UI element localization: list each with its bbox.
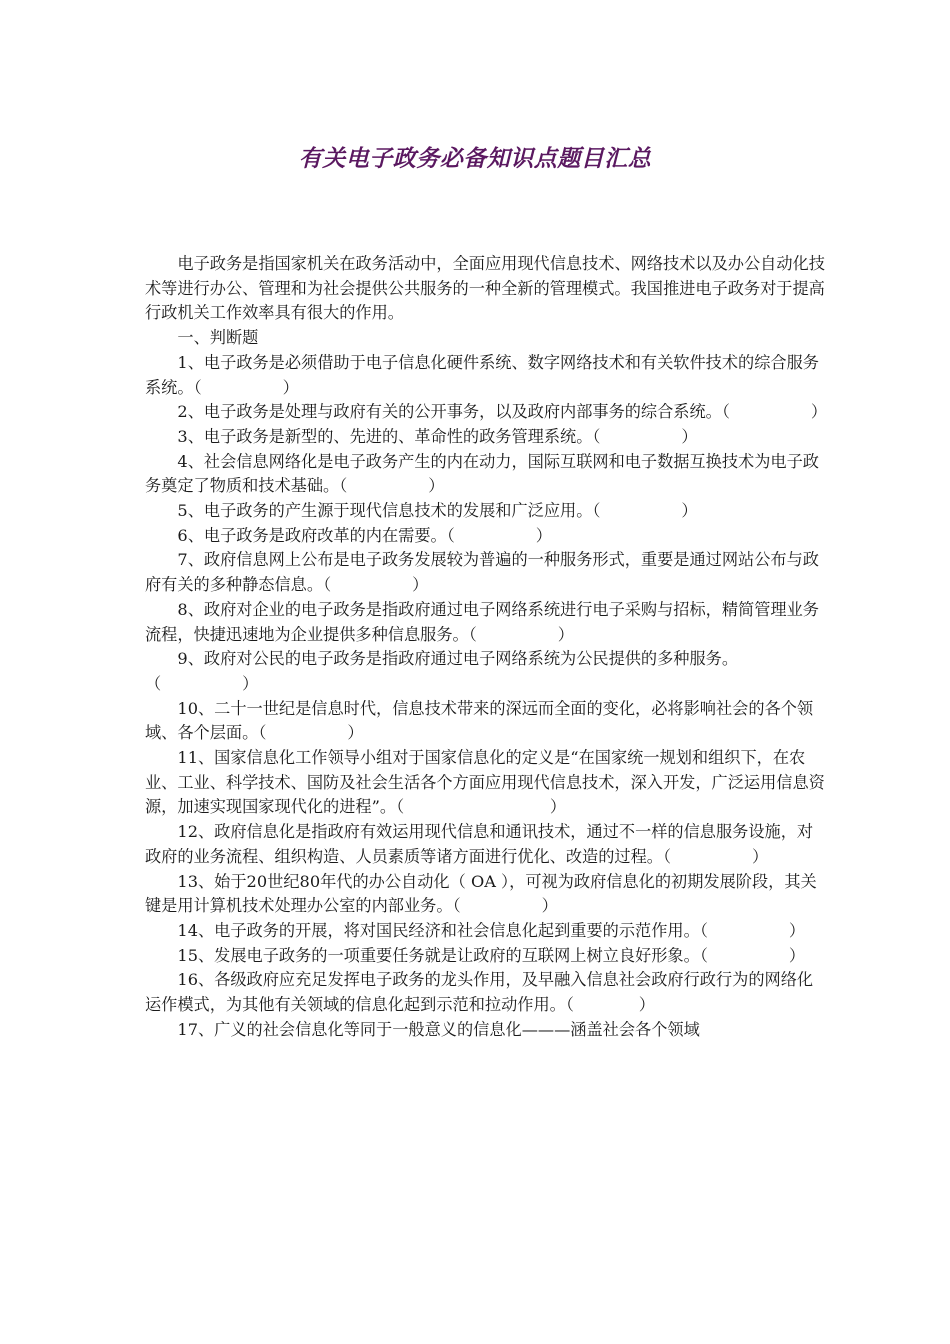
question-item: 17、广义的社会信息化等同于一般意义的信息化———涵盖社会各个领域 [177, 1019, 700, 1039]
question-item: 6、电子政务是政府改革的内在需要。（ ） [177, 525, 552, 545]
question-item: 14、电子政务的开展，将对国民经济和社会信息化起到重要的示范作用。（ ） [177, 920, 806, 940]
document-body [145, 252, 828, 1043]
question-item: 4、社会信息网络化是电子政务产生的内在动力，国际互联网和电子数据互换技术为电子政务奠定了物质和技术基础。（ ） [145, 451, 819, 496]
document-title: 有关电子政务必备知识点题目汇总 [298, 146, 652, 172]
question-item: 16、各级政府应充足发挥电子政务的龙头作用，及早融入信息社会政府行政行为的网络化运作模式，为其他有关领域的信息化起到示范和拉动作用。（ ） [145, 970, 814, 1015]
question-item: 13、始于20世纪80年代的办公自动化（ OA ），可视为政府信息化的初期发展阶段，其关键是用计算机技术处理办公室的内部业务。（ ） [145, 871, 817, 916]
question-item: 7、政府信息网上公布是电子政务发展较为普遍的一种服务形式，重要是通过网站公布与政府有关的多种静态信息。（ ） [145, 550, 819, 595]
question-item: 1、电子政务是必须借助于电子信息化硬件系统、数字网络技术和有关软件技术的综合服务系统。（ ） [145, 352, 819, 397]
intro-paragraph: 电子政务是指国家机关在政务活动中，全面应用现代信息技术、网络技术以及办公自动化技术等进行办公、管理和为社会提供公共服务的一种全新的管理模式。我国推进电子政务对于提高行政机关工作效率具有很大的作用。 [145, 254, 825, 323]
question-item: 8、政府对企业的电子政务是指政府通过电子网络系统进行电子采购与招标，精简管理业务流程，快捷迅速地为企业提供多种信息服务。（ ） [145, 599, 819, 644]
question-item: 3、电子政务是新型的、先进的、革命性的政务管理系统。（ ） [177, 426, 698, 446]
section-heading: 一、判断题 [177, 328, 259, 348]
question-item: 11、国家信息化工作领导小组对于国家信息化的定义是“在国家统一规划和组织下，在农业、工业、科学技术、国防及社会生活各个方面应用现代信息技术，深入开发，广泛运用信息资源，加速实现国家现代化的进程”。（ ） [145, 748, 825, 817]
question-item: 5、电子政务的产生源于现代信息技术的发展和广泛应用。（ ） [177, 501, 698, 521]
question-item: 9、政府对公民的电子政务是指政府通过电子网络系统为公民提供的多种服务。（ ） [145, 649, 739, 693]
question-item: 12、政府信息化是指政府有效运用现代信息和通讯技术，通过不一样的信息服务设施，对政府的业务流程、组织构造、人员素质等诸方面进行优化、改造的过程。（ ） [145, 822, 814, 866]
question-item: 15、发展电子政务的一项重要任务就是让政府的互联网上树立良好形象。（ ） [177, 945, 806, 965]
question-item: 2、电子政务是处理与政府有关的公开事务，以及政府内部事务的综合系统。（ ） [177, 402, 828, 422]
question-item: 10、二十一世纪是信息时代，信息技术带来的深远而全面的变化，必将影响社会的各个领域、各个层面。（ ） [145, 698, 814, 743]
